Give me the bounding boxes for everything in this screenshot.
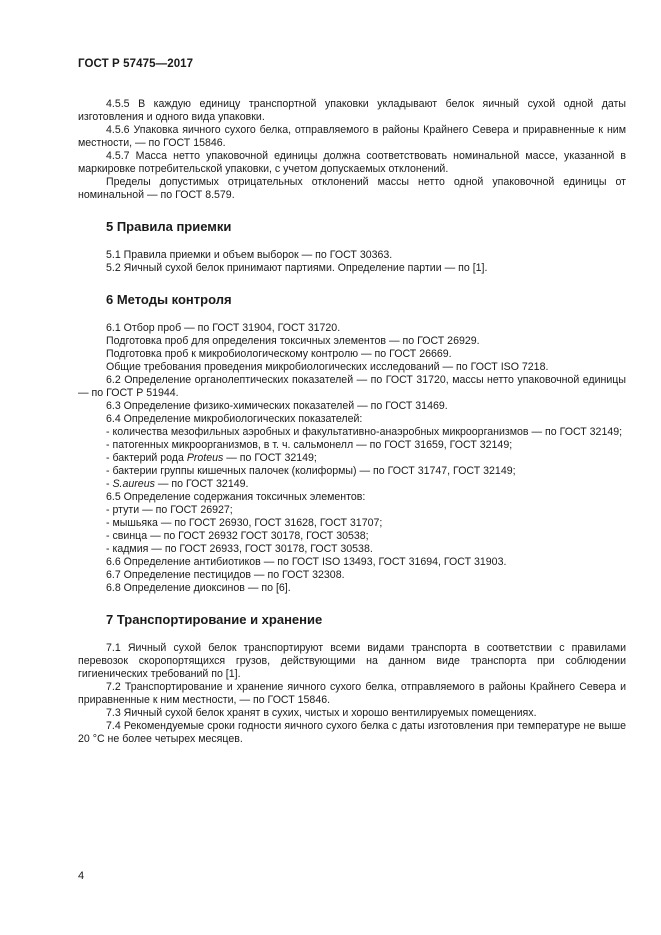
paragraph-6-4: 6.4 Определение микробиологических показателей:	[106, 413, 363, 425]
section-5-heading: 5 Правила приемки	[106, 219, 232, 234]
paragraph-5-1: 5.1 Правила приемки и объем выборок — по ГОСТ 30363.	[106, 249, 393, 261]
document-code-header: ГОСТ Р 57475—2017	[78, 58, 194, 70]
paragraph-6-3: 6.3 Определение физико-химических показателей — по ГОСТ 31469.	[106, 400, 448, 412]
list-item-pathogenic: - патогенных микроорганизмов, в т. ч. сальмонелл — по ГОСТ 31659, ГОСТ 32149;	[106, 439, 513, 451]
paragraph-4-5-5: 4.5.5 В каждую единицу транспортной упаковки укладывают белок яичный сухой одной даты изготовления и одного вида упаковки.	[78, 98, 626, 123]
paragraph-4-5-7: 4.5.7 Масса нетто упаковочной единицы должна соответствовать номинальной массе, указанной в маркировке потребительской упаковки, с учетом допускаемых отклонений.	[78, 150, 626, 175]
paragraph-6-1-toxic-prep: Подготовка проб для определения токсичных элементов — по ГОСТ 26929.	[106, 335, 480, 347]
paragraph-7-3: 7.3 Яичный сухой белок хранят в сухих, чистых и хорошо вентилируемых помещениях.	[106, 707, 537, 719]
list-item-mercury: - ртути — по ГОСТ 26927;	[106, 504, 233, 516]
list-item-proteus-italic: Proteus	[186, 452, 224, 464]
paragraph-6-1-general: Общие требования проведения микробиологических исследований — по ГОСТ ISO 7218.	[106, 361, 549, 373]
list-item-coliforms: - бактерии группы кишечных палочек (колиформы) — по ГОСТ 31747, ГОСТ 32149;	[106, 465, 516, 477]
list-item-proteus-pre: - бактерий рода	[106, 452, 187, 464]
section-6-heading: 6 Методы контроля	[106, 292, 232, 307]
paragraph-4-5-7-limits: Пределы допустимых отрицательных отклонений массы нетто одной упаковочной единицы от номинальной — по ГОСТ 8.579.	[78, 176, 626, 201]
paragraph-7-1: 7.1 Яичный сухой белок транспортируют всеми видами транспорта в соответствии с правилами перевозок скоропортящихся грузов, действующими на данном виде транспорта при соблюдении гигиенических требований по [1].	[78, 642, 626, 680]
list-item-saureus-post: — по ГОСТ 32149.	[154, 478, 249, 490]
list-item-saureus	[78, 478, 626, 491]
list-item-arsenic: - мышьяка — по ГОСТ 26930, ГОСТ 31628, ГОСТ 31707;	[106, 517, 383, 529]
list-item-mesophilic: - количества мезофильных аэробных и факультативно-анаэробных микроорганизмов — по ГОСТ 32149;	[106, 426, 623, 438]
list-item-cadmium: - кадмия — по ГОСТ 26933, ГОСТ 30178, ГОСТ 30538.	[106, 543, 373, 555]
paragraph-6-2: 6.2 Определение органолептических показателей — по ГОСТ 31720, массы нетто упаковочной единицы — по ГОСТ Р 51944.	[78, 374, 626, 399]
list-item-saureus-italic: S.aureus	[112, 478, 155, 490]
paragraph-6-1-micro-prep: Подготовка проб к микробиологическому контролю — по ГОСТ 26669.	[106, 348, 452, 360]
page-number: 4	[78, 870, 85, 882]
paragraph-4-5-6: 4.5.6 Упаковка яичного сухого белка, отправляемого в районы Крайнего Севера и приравненные к ним местности, — по ГОСТ 15846.	[78, 124, 626, 149]
list-item-lead: - свинца — по ГОСТ 26932 ГОСТ 30178, ГОСТ 30538;	[106, 530, 369, 542]
paragraph-6-6: 6.6 Определение антибиотиков — по ГОСТ ISO 13493, ГОСТ 31694, ГОСТ 31903.	[106, 556, 507, 568]
list-item-proteus	[78, 452, 626, 465]
paragraph-6-5: 6.5 Определение содержания токсичных элементов:	[106, 491, 366, 503]
paragraph-6-1: 6.1 Отбор проб — по ГОСТ 31904, ГОСТ 31720.	[106, 322, 341, 334]
paragraph-6-7: 6.7 Определение пестицидов — по ГОСТ 32308.	[106, 569, 345, 581]
paragraph-6-8: 6.8 Определение диоксинов — по [6].	[106, 582, 291, 594]
paragraph-7-4: 7.4 Рекомендуемые сроки годности яичного сухого белка с даты изготовления при температуре не выше 20 °С не более четырех месяцев.	[78, 720, 626, 745]
paragraph-5-2: 5.2 Яичный сухой белок принимают партиями. Определение партии — по [1].	[106, 262, 488, 274]
paragraph-7-2: 7.2 Транспортирование и хранение яичного сухого белка, отправляемого в районы Крайнего Севера и приравненные к ним местности, — по ГОСТ 15846.	[78, 681, 626, 706]
list-item-saureus-pre: -	[106, 478, 113, 490]
list-item-proteus-post: — по ГОСТ 32149;	[223, 452, 317, 464]
document-body	[78, 98, 626, 746]
section-7-heading: 7 Транспортирование и хранение	[106, 612, 323, 627]
